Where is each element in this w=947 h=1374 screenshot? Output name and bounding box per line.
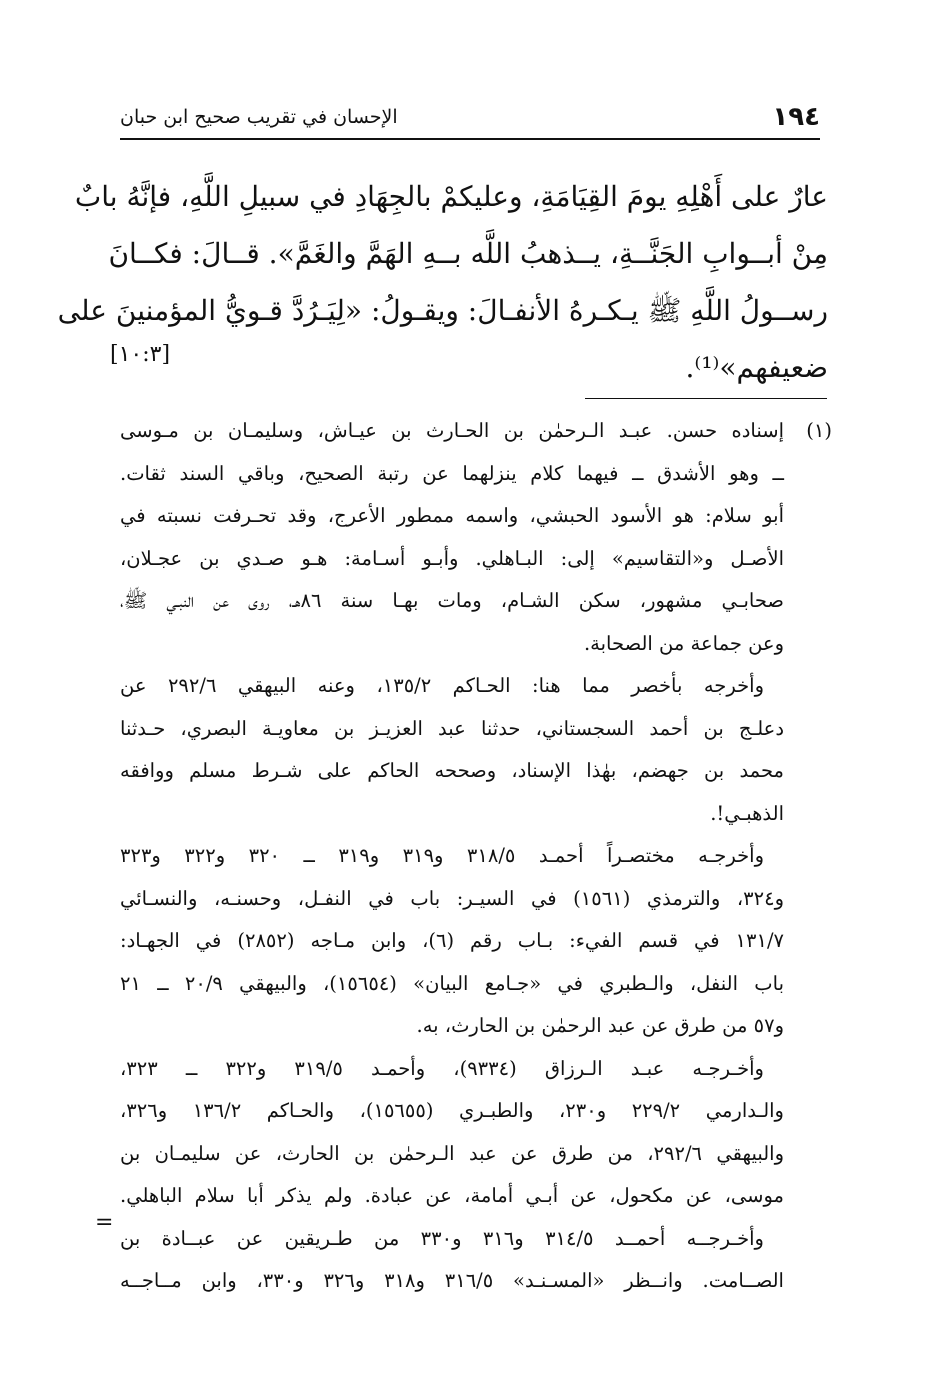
footnote-line: ١٣١/٧ في قسم الفيء: بـاب رقم (٦)، وابن مـاجه (٢٨٥٢) في الجهـاد: [120,929,784,952]
page-header [120,102,820,140]
footnote-line: محمد بن جهضم، بهٰذا الإسناد، وصححه الحاكم على شـرط مسلم ووافقه [120,759,784,782]
continuation-mark: = [95,1210,114,1235]
footnote-line: الصــامت. وانــظر «المسـنـد» ٣١٦/٥ و٣١٨ و٣٢٦ و٣٣٠، وابن مــاجــه [120,1269,784,1292]
footnote-separator [585,398,827,399]
page-number: ١٩٤ [772,102,820,132]
footnote-body [120,410,784,1303]
footnote-line: أبو سلام: هو الأسود الحبشي، واسمه ممطور الأعرج، وقد تحـرفت نسبته في [120,504,784,527]
footnote-line: دعلـج بن أحمد السجستاني، حدثنا عبد العزيـز بن معاويـة البصري، حـدثنا [120,716,784,740]
main-text-line: ضعيفهم»⁽¹⁾. [685,351,828,384]
running-title: الإحسان في تقريب صحيح ابن حبان [120,106,398,128]
footnote-line: باب النفل، والـطبري في «جـامع البيان» (١٥٦٥٤)، والبيهقي ٢٠/٩ ــ ٢١ [120,971,785,995]
footnote-line: ــ وهو الأشدق ــ فيهما كلام ينزلهما عن رتبة الصحيح، وباقي السند ثقات. [120,461,784,485]
main-text-line: مِنْ أبــوابِ الجَنَّــةِ، يــذهبُ اللَّه بــهِ الهَمَّ والغَمَّ». قــالَ: فكــانَ [108,237,828,270]
main-text-line: عارٌ على أَهْلِهِ يومَ القِيَامَةِ، وعليكمْ بالجِهَادِ في سبيلِ اللَّهِ، فإنَّهُ بابٌ [74,180,828,213]
footnote-line: الأصـل و«التقاسيم» إلى: البـاهلي. وأبـو أسـامة: هـو صـدي بن عجـلان، [120,546,784,570]
footnote-line: صحابـي مشهور، سكن الشـام، ومات بهـا سنة ٨٦هـ، روى عن النبـي ﷺ، [120,589,784,612]
footnote-line: إسناده حسن. عبـد الـرحمٰن بن الحـارث بن عيـاش، وسليمـان بن مـوسى [120,419,784,442]
footnote-line: وأخرجـه مختصـراً أحمـد ٣١٨/٥ و٣١٩ و٣١٩ ــ ٣٢٠ و٣٢٢ و٣٢٣ [120,844,765,867]
footnote-line: وأخرجه بأخصر مما هنا: الحـاكم ١٣٥/٢، وعنه البيهقي ٢٩٢/٦ عن [120,674,764,697]
footnote-line: موسى، عن مكحول، عن أبـي أمامة، عن عبادة. ولم يذكر أبا سلام الباهلي. [120,1184,784,1207]
footnote-label: (١) [806,419,832,442]
footnote-line: والبيهقي ٢٩٢/٦، من طرق عن عبد الـرحمٰن بن الحارث، عن سليمـان بن [120,1141,784,1165]
footnote-line: و٥٧ من طرق عن عبد الرحمٰن بن الحارث، به. [416,1014,784,1037]
footnote-line: وعن جماعة من الصحابة. [583,631,784,655]
footnotes [120,410,832,1303]
hadith-reference: [١٠:٣] [110,342,171,367]
footnote-line: الذهبـي!. [710,801,784,825]
footnote-line: وأخـرجـه عبـد الـرزاق (٩٣٣٤)، وأحمـد ٣١٩/٥ و٣٢٢ ــ ٣٢٣، [120,1056,764,1080]
footnote-line: و٣٢٤، والترمذي (١٥٦١) في السيـر: باب في النفـل، وحسنـه، والنسـائي [120,886,784,910]
main-text [57,168,828,396]
footnote-line: والـدارمي ٢٢٩/٢ و٢٣٠، والطبـري (١٥٦٥٥)، والحـاكم ١٣٦/٢ و٣٢٦، [120,1099,784,1122]
footnote-line: وأخـرجــه أحمــد ٣١٤/٥ و٣١٦ و٣٣٠ من طـريقين عن عبــادة بن [120,1226,764,1250]
main-text-line: رســولُ اللَّهِ ﷺ يـكـرهُ الأنفـالَ: ويقـولُ: «لِيَـرُدَّ قـويُّ المؤمنينَ على [57,294,828,327]
